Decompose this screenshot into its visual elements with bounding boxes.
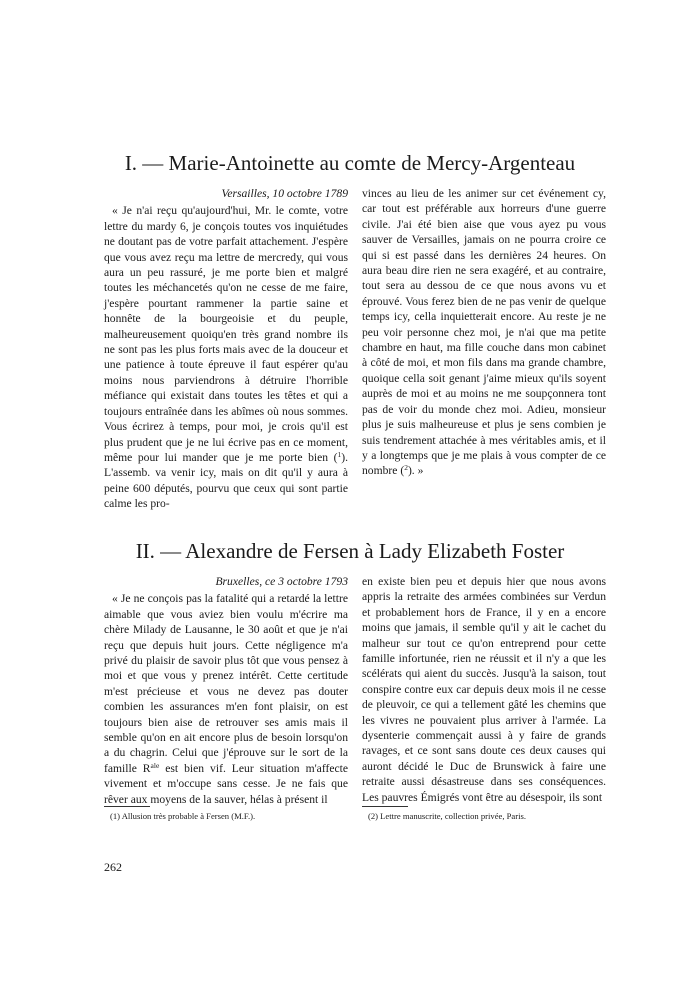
section-2-right-column — [362, 574, 606, 805]
footnote-1: (1) Allusion très probable à Fersen (M.F.). — [110, 811, 256, 821]
dateline-2: Bruxelles, ce 3 octobre 1793 — [215, 575, 348, 588]
dateline-1: Versailles, 10 octobre 1789 — [221, 187, 348, 200]
footnote-2: (2) Lettre manuscrite, collection privée, Paris. — [368, 811, 526, 821]
section-1-right-column — [362, 186, 606, 479]
page-number: 262 — [104, 860, 122, 874]
superscript-ale: ale — [150, 760, 160, 770]
letter-1-text-left: « Je n'ai reçu qu'aujourd'hui, Mr. le comte, votre lettre du mardy 6, je conçois toutes vos inquiétudes ne doutant pas de votre parfait attachement. J'espère que vous avez reçu ma lettre de mercredy, qui vous aura un peu rassuré, je me porte bien et malgré toutes les méchancetés qu'on ne cesse de me faire, j'espère pourtant rammener la partie saine et honnête de la bourgeoisie et du peuple, malheureusement quoiqu'en très grand nombre ils ne sont pas les plus forts mais avec de la douceur et une patience à toute épreuve il faut espérer qu'au moins nous parviendrons à détruire l'horrible méfiance qui existait dans toutes les têtes et qui a toujours entraînée dans les abîmes où nous sommes. Vous écrirez à temps, pour moi, je crois qu'il est plus prudent que je ne lui écrive pas en ce moment, même pour lui mander que je me porte bien ($^1$). L'assemb. va venir icy, mais on dit qu'il y aura à peine 600 députés, pourvu que ceux qui sont partie calme les pro- — [104, 204, 348, 511]
section-1-left-column — [104, 186, 348, 512]
letter-1-text-right: vinces au lieu de les animer sur cet événement cy, car tout est préférable aux horreurs d'une guerre civile. J'ai été bien aise que vous ayez pu vous sauver de Versailles, jamais on ne pourra croire ce qui si est passé dans les dernières 24 heures. On aura beau dire rien ne sera exagéré, et au contraire, tout sera au dessou de ce que nous avons vu et éprouvé. Vous ferez bien de ne pas venir de quelque temps icy, cella inquietterait encore. Au reste je ne peu voir personne chez moi, je n'ai que ma petite chambre en haut, ma fille couche dans mon cabinet à côté de moi, et mon fils dans ma grande chambre, quoique cella soit genant j'aime mieux qu'ils soyent auprès de moi et au moins ne me soupçonnera tont pas de voir du monde chez moi. Adieu, monsieur plus je suis malheureuse et plus je sens combien je suis tendrement attachée à mes véritables amis, et il y a longtemps que je me plais à vous compter de ce nombre ($^2$). » — [362, 187, 606, 478]
section-2-left-column — [104, 574, 348, 807]
section-title-1: I. — Marie-Antoinette au comte de Mercy-Argenteau — [124, 151, 576, 175]
footnote-rule-right — [362, 806, 408, 807]
letter-2-text-left: « Je ne conçois pas la fatalité qui a retardé la lettre aimable que vous aviez bien voulu m'écrire ma chère Milady de Lausanne, le 30 août et que je n'ai reçu que depuis huit jours. Cette négligence m'a privé du plaisir de savoir plus tôt que vous pensez à moi et que vous y prenez intérêt. Cette certitude m'est précieuse et vous ne devez pas douter combien les assurances m'en font plaisir, on est toujours bien aise de retrouver ses amis mais il semble qu'on en ait encore plus de besoin lorsqu'on a du chagrin. Celui que j'éprouve sur le sort de la famille $R^{ale}$ est bien vif. Leur situation m'affecte vivement et m'occupe sans cesse. Je ne fais que rêver aux moyens de la sauver, hélas à présent il — [104, 592, 349, 806]
letter-2-text-right: en existe bien peu et depuis hier que nous avons appris la retraite des armées combinées sur Verdun et probablement hors de France, il y en a encore moins que jamais, il semble qu'il y ait le cachet du malheur sur tout ce qu'on entreprend pour cette famille infortunée, rien ne réussit et il n'y a que les scélérats qui aient du succès. Jusqu'à la saison, tout conspire contre eux car depuis deux mois il ne cesse de pleuvoir, ce qui a tellement gâté les chemins que les vivres ne pouvaient plus arriver à l'armée. La dysenterie commençait aussi à y faire de grands ravages, et ce sont sans doute ces deux causes qui auront décidé le Duc de Brunswick à faire une retraite aussi désastreuse dans ses conséquences. Les pauvres Émigrés vont être au désespoir, ils sont — [362, 575, 606, 804]
footnote-rule-left — [104, 806, 150, 807]
section-title-2: II. — Alexandre de Fersen à Lady Elizabeth Foster — [135, 539, 565, 563]
footnote-ref-1: 1 — [337, 449, 342, 459]
footnote-ref-2: 2 — [404, 463, 408, 473]
